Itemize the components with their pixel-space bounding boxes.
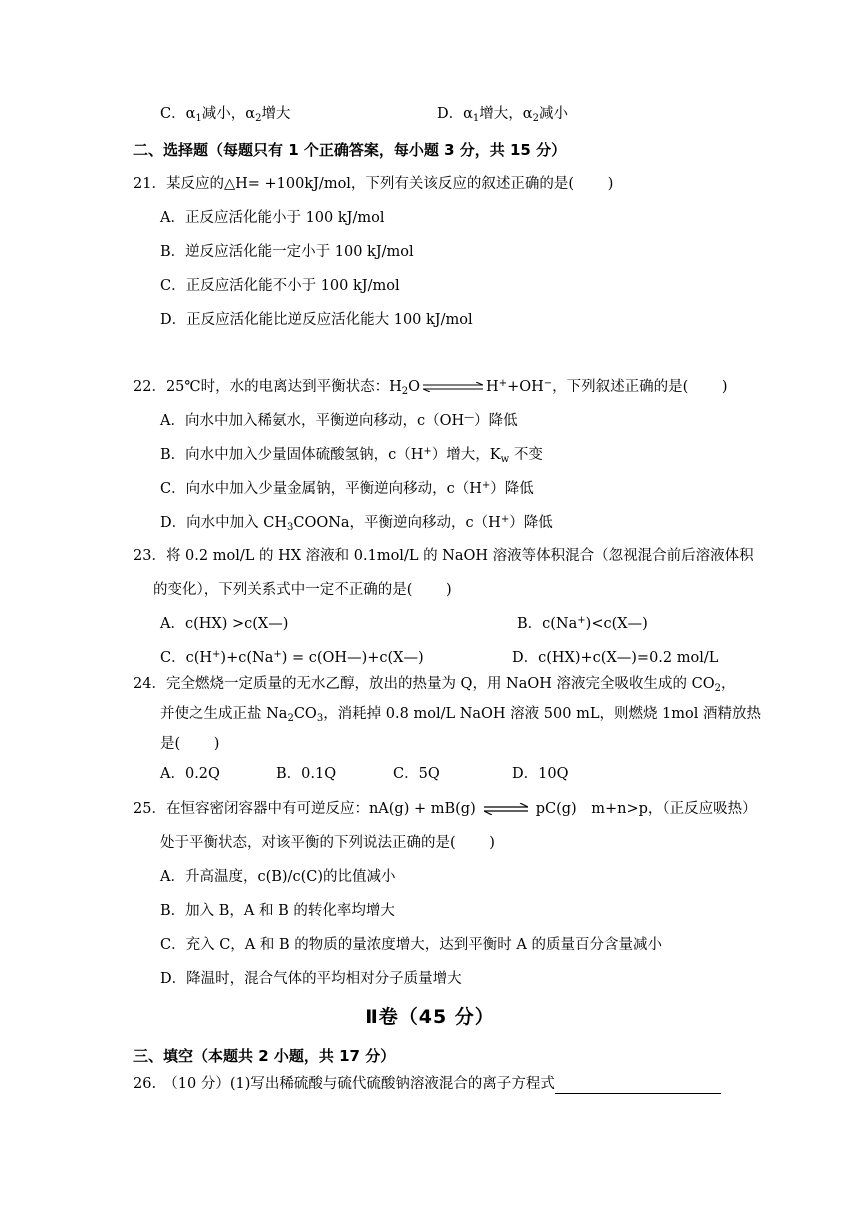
q21-option-c: C．正反应活化能不小于 100 kJ/mol [160, 278, 400, 294]
answer-blank[interactable] [555, 1077, 721, 1094]
part-2-title: Ⅱ卷（45 分） [365, 1006, 495, 1028]
q21-option-d: D．正反应活化能比逆反应活化能大 100 kJ/mol [160, 312, 473, 328]
section-3-title: 三、填空（本题共 2 小题，共 17 分） [133, 1047, 396, 1065]
q22-option-b: B．向水中加入少量固体硫酸氢钠，c（H+）增大，$K_w$ 不变 [160, 446, 543, 465]
q25-option-c: C．充入 C，A 和 B 的物质的量浓度增大，达到平衡时 A 的质量百分含量减小 [160, 937, 662, 953]
q21-option-a: A．正反应活化能小于 100 kJ/mol [160, 210, 385, 226]
equilibrium-arrow-icon [423, 382, 483, 392]
q23-option-d: D．c(HX)+c(X—)=0.2 mol/L [512, 650, 719, 666]
q21-stem: 21．某反应的△H= +100kJ/mol，下列有关该反应的叙述正确的是( ) [133, 176, 614, 192]
q20-option-c: C．$\alpha_1$减小，$\alpha_2$增大 [160, 106, 291, 124]
q24-stem-line-3: 是( ) [160, 736, 220, 752]
q21-option-b: B．逆反应活化能一定小于 100 kJ/mol [160, 244, 414, 260]
q25-option-b: B．加入 B，A 和 B 的转化率均增大 [160, 903, 395, 919]
q22-option-a: A．向水中加入稀氨水，平衡逆向移动，c（OH—）降低 [160, 412, 518, 429]
q26-stem: 26. （10 分）(1)写出稀硫酸与硫代硫酸钠溶液混合的离子方程式 [133, 1074, 721, 1094]
q24-stem-line-1: 24．完全燃烧一定质量的无水乙醇，放出的热量为 Q，用 NaOH 溶液完全吸收生成的 $CO_2$， [133, 676, 736, 694]
q25-option-d: D．降温时，混合气体的平均相对分子质量增大 [160, 971, 462, 987]
q23-option-c: C．c(H+)+c(Na+) = c(OH—)+c(X—) [160, 649, 424, 666]
q24-option-d: D．10Q [512, 766, 569, 782]
section-2-title: 二、选择题（每题只有 1 个正确答案，每小题 3 分，共 15 分） [133, 141, 567, 159]
q24-option-b: B．0.1Q [276, 766, 337, 782]
q25-option-a: A．升高温度，c(B)/c(C)的比值减小 [160, 869, 396, 885]
q22-option-c: C．向水中加入少量金属钠，平衡逆向移动，c（H+）降低 [160, 480, 534, 497]
q23-option-a: A．c(HX) >c(X—) [160, 616, 289, 632]
q24-stem-line-2: 并使之生成正盐 $Na_2CO_3$，消耗掉 0.8 mol/L NaOH 溶液 500 mL，则燃烧 1mol 酒精放热 [160, 706, 762, 724]
reversible-arrow-icon [484, 803, 528, 815]
q24-option-a: A．0.2Q [160, 766, 220, 782]
q25-stem-line-1: 25．在恒容密闭容器中有可逆反应：nA(g) + mB(g) pC(g) m+n>p，（正反应吸热） [133, 801, 757, 817]
q25-stem-line-2: 处于平衡状态，对该平衡的下列说法正确的是( ) [160, 835, 495, 851]
q20-option-d: D．$\alpha_1$增大，$\alpha_2$减小 [437, 106, 568, 124]
q24-option-c: C．5Q [393, 766, 440, 782]
q23-stem-line-1: 23．将 0.2 mol/L 的 HX 溶液和 0.1mol/L 的 NaOH 溶液等体积混合（忽视混合前后溶液体积 [133, 548, 754, 564]
q22-stem: 22．25℃时，水的电离达到平衡状态：$H_2O$ H++OH−，下列叙述正确的是( ) [133, 378, 728, 397]
q22-option-d: D．向水中加入 $CH_3COONa$，平衡逆向移动，c（H+）降低 [160, 514, 553, 533]
q23-option-b: B．c(Na+)<c(X—) [517, 615, 648, 632]
q23-stem-line-2: 的变化），下列关系式中一定不正确的是( ) [153, 582, 452, 598]
